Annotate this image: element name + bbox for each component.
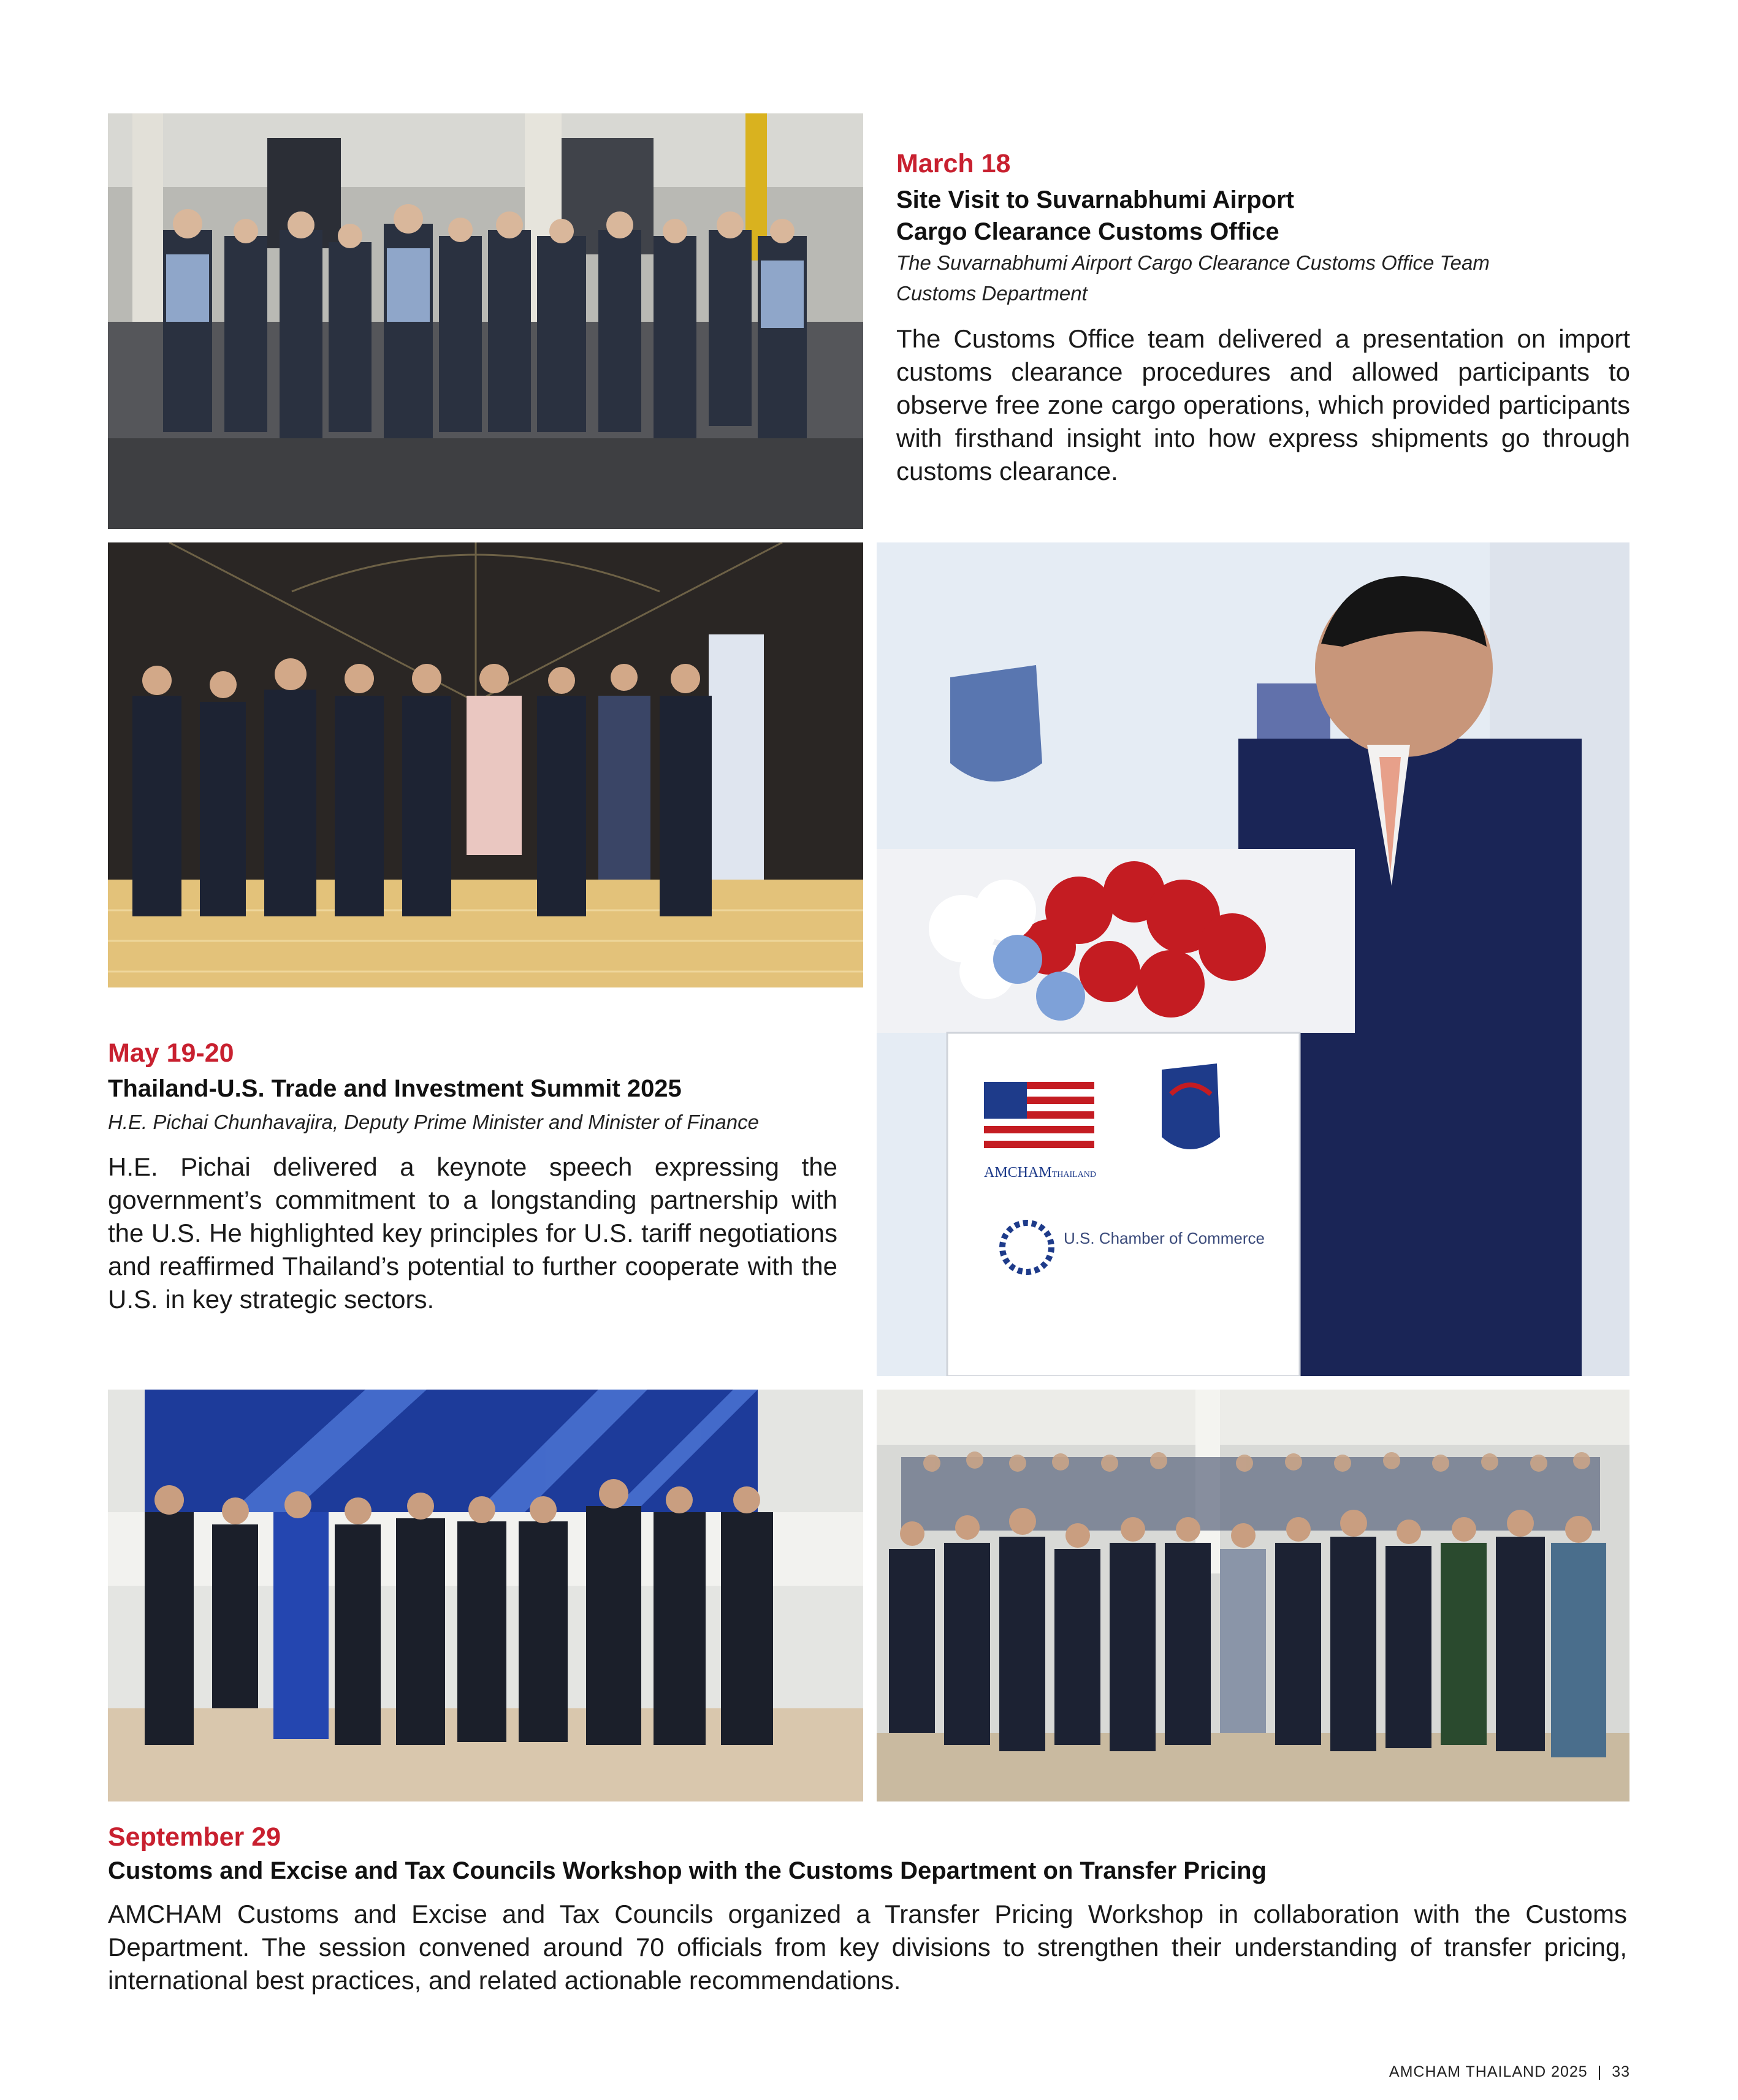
podium-amcham-sub: THAILAND (1051, 1170, 1097, 1179)
photo-summit-group (108, 542, 863, 987)
event-body-transfer-pricing: AMCHAM Customs and Excise and Tax Councils organized a Transfer Pricing Workshop in collaboration with the Customs Department. The session convened around 70 officials from key divisions to strengthen their understanding of transfer pricing, international best practices, and related actionable recommendations. (108, 1900, 1627, 1995)
event-date-may-19-20: May 19-20 (108, 1038, 234, 1068)
footer-page-number: 33 (1612, 2063, 1630, 2080)
photo-podium-speaker (877, 542, 1629, 1376)
event-title-transfer-pricing: Customs and Excise and Tax Councils Workshop with the Customs Department on Transfer Pricing (108, 1857, 1267, 1884)
event-subtitle-line-2: Customs Department (896, 282, 1088, 305)
event-title-site-visit (896, 184, 1632, 248)
event-title-trade-summit: Thailand-U.S. Trade and Investment Summit 2025 (108, 1075, 682, 1102)
event-body-trade-summit: H.E. Pichai delivered a keynote speech expressing the government’s commitment to a longstanding partnership with the U.S. He highlighted key principles for U.S. tariff negotiations and reaffirmed Thailand’s potential to further cooperate with the U.S. in key strategic sectors. (108, 1152, 837, 1314)
event-body-site-visit: The Customs Office team delivered a presentation on import customs clearance procedures and allowed participants to observe free zone cargo operations, which provided participants with firsthand insight into how express shipments go through customs clearance. (896, 324, 1630, 485)
photo-workshop-group-left (108, 1390, 863, 1801)
event-subtitle-line-1: The Suvarnabhumi Airport Cargo Clearance Customs Office Team (896, 251, 1490, 274)
footer-separator: | (1597, 2063, 1603, 2080)
event-title-line-1: Site Visit to Suvarnabhumi Airport (896, 186, 1294, 213)
photo-airport-group (108, 113, 863, 529)
podium-amcham-logo-text (984, 1165, 1096, 1181)
footer-publication: AMCHAM THAILAND 2025 (1389, 2063, 1588, 2080)
page-footer (1389, 2063, 1630, 2081)
event-date-march-18: March 18 (896, 149, 1011, 178)
event-subtitle-pichai: H.E. Pichai Chunhavajira, Deputy Prime Minister and Minister of Finance (108, 1111, 759, 1133)
event-title-line-2: Cargo Clearance Customs Office (896, 218, 1279, 245)
event-date-september-29: September 29 (108, 1822, 281, 1852)
photo-workshop-group-right (877, 1390, 1629, 1801)
event-subtitle-customs-office (896, 248, 1632, 309)
podium-chamber-text: U.S. Chamber of Commerce (1064, 1229, 1265, 1247)
podium-amcham-label: AMCHAM (984, 1165, 1052, 1181)
